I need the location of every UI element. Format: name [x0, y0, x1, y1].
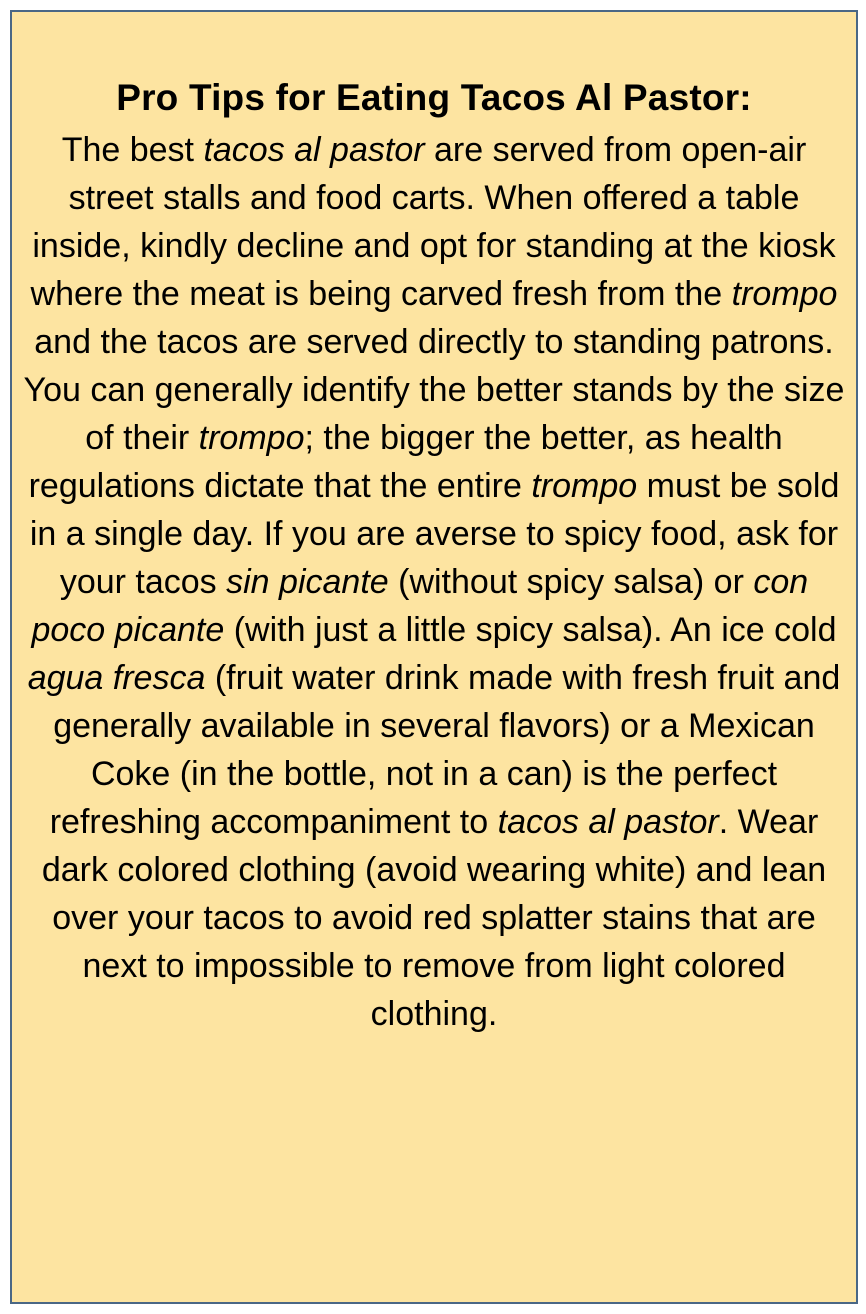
text-segment: (without spicy salsa) or	[388, 563, 754, 601]
pro-tips-box	[10, 10, 858, 1304]
text-segment: must be sold in a single day. If you are averse to spicy food, ask for your tacos	[29, 467, 840, 601]
italic-term: trompo	[731, 275, 838, 313]
text-segment: are served from open-air street stalls and food carts. When offered a table inside, kindly decline and opt for standing at the kiosk where the meat is being carved fresh from the	[30, 131, 836, 313]
pro-tips-paragraph	[20, 126, 848, 1038]
text-segment: . Wear dark colored clothing (avoid wearing white) and lean over your tacos to avoid red splatter stains that are next to impossible to remove from light colored clothing.	[41, 803, 827, 1033]
italic-term: sin picante	[226, 563, 389, 601]
italic-term: trompo	[531, 467, 638, 505]
italic-term: con poco picante	[31, 563, 809, 649]
text-segment: ; the bigger the better, as health regulations dictate that the entire	[28, 419, 783, 505]
text-segment: (fruit water drink made with fresh fruit and generally available in several flavors) or a Mexican Coke (in the bottle, not in a can) is the perfect refreshing accompaniment to	[49, 659, 841, 841]
text-segment: and the tacos are served directly to standing patrons. You can generally identify the better stands by the size of their	[23, 323, 845, 457]
italic-term: tacos al pastor	[497, 803, 719, 841]
italic-term: tacos al pastor	[203, 131, 425, 169]
italic-term: trompo	[198, 419, 305, 457]
text-segment: The best	[61, 131, 204, 169]
italic-term: agua fresca	[27, 659, 206, 697]
text-segment: (with just a little spicy salsa). An ice cold	[224, 611, 837, 649]
pro-tips-title: Pro Tips for Eating Tacos Al Pastor:	[116, 77, 752, 118]
